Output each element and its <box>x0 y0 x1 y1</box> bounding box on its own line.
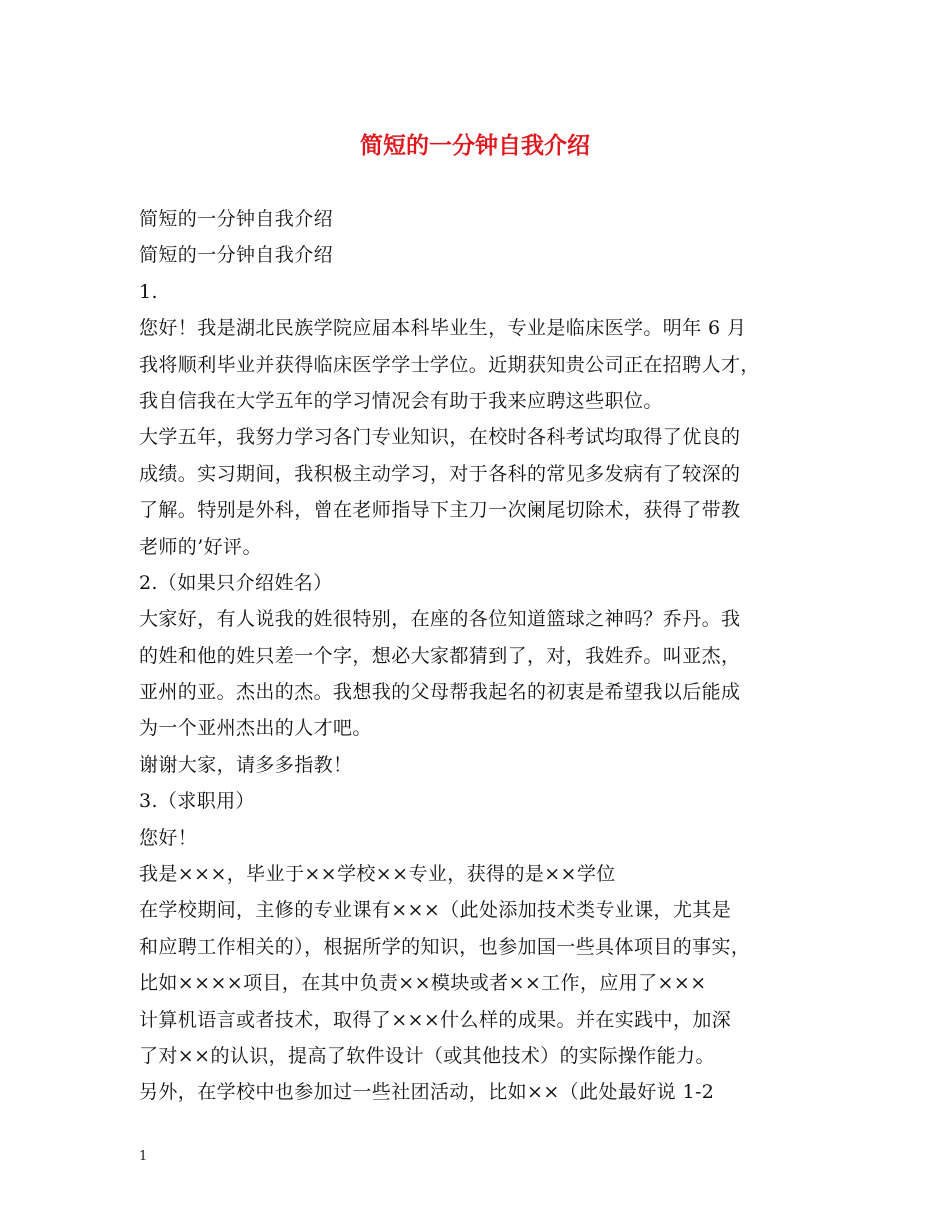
paragraph-line: 我自信我在大学五年的学习情况会有助于我来应聘这些职位。 <box>139 389 663 412</box>
paragraph-line: 成绩。实习期间，我积极主动学习，对于各科的常见多发病有了较深的 <box>139 462 741 485</box>
section-number-1: 1. <box>139 280 158 303</box>
paragraph-line: 和应聘工作相关的），根据所学的知识，也参加国一些具体项目的事实， <box>139 935 751 958</box>
paragraph-line: 了对××的认识，提高了软件设计（或其他技术）的实际操作能力。 <box>139 1044 715 1067</box>
document-body <box>139 201 829 1111</box>
paragraph-line: 在学校期间，主修的专业课有×××（此处添加技术类专业课，尤其是 <box>139 899 732 922</box>
paragraph-line: 我是×××，毕业于××学校××专业，获得的是××学位 <box>139 863 616 886</box>
paragraph-line: 了解。特别是外科，曾在老师指导下主刀一次阑尾切除术，获得了带教 <box>139 499 741 522</box>
page-number: 1 <box>139 1149 148 1164</box>
paragraph-line: 我将顺利毕业并获得临床医学学士学位。近期获知贵公司正在招聘人才， <box>139 353 760 376</box>
paragraph-line: 您好！我是湖北民族学院应届本科毕业生，专业是临床医学。明年 6 月 <box>139 317 747 340</box>
document-title: 简短的一分钟自我介绍 <box>360 132 590 159</box>
section-heading-2: 2.（如果只介绍姓名） <box>139 571 333 594</box>
paragraph-line: 您好！ <box>139 826 198 849</box>
section-heading-3: 3.（求职用） <box>139 790 255 813</box>
paragraph-line: 简短的一分钟自我介绍 <box>139 208 334 230</box>
paragraph-line: 简短的一分钟自我介绍 <box>139 244 334 267</box>
paragraph-line: 为一个亚州杰出的人才吧。 <box>139 717 372 740</box>
paragraph-line: 大家好，有人说我的姓很特别，在座的各位知道篮球之神吗？乔丹。我 <box>139 608 741 631</box>
paragraph-line: 谢谢大家，请多多指教！ <box>139 753 353 776</box>
paragraph-line: 亚州的亚。杰出的杰。我想我的父母帮我起名的初衷是希望我以后能成 <box>139 681 741 704</box>
paragraph-line: 计算机语言或者技术，取得了×××什么样的成果。并在实践中，加深 <box>139 1008 732 1031</box>
paragraph-line: 比如××××项目，在其中负责××模块或者××工作，应用了××× <box>139 972 707 995</box>
paragraph-line: 的姓和他的姓只差一个字，想必大家都猜到了，对，我姓乔。叫亚杰， <box>139 644 741 667</box>
paragraph-line: 另外，在学校中也参加过一些社团活动，比如××（此处最好说 1-2 <box>139 1081 715 1104</box>
paragraph-line: 老师的’好评。 <box>139 535 262 558</box>
paragraph-line: 大学五年，我努力学习各门专业知识，在校时各科考试均取得了优良的 <box>139 426 741 449</box>
